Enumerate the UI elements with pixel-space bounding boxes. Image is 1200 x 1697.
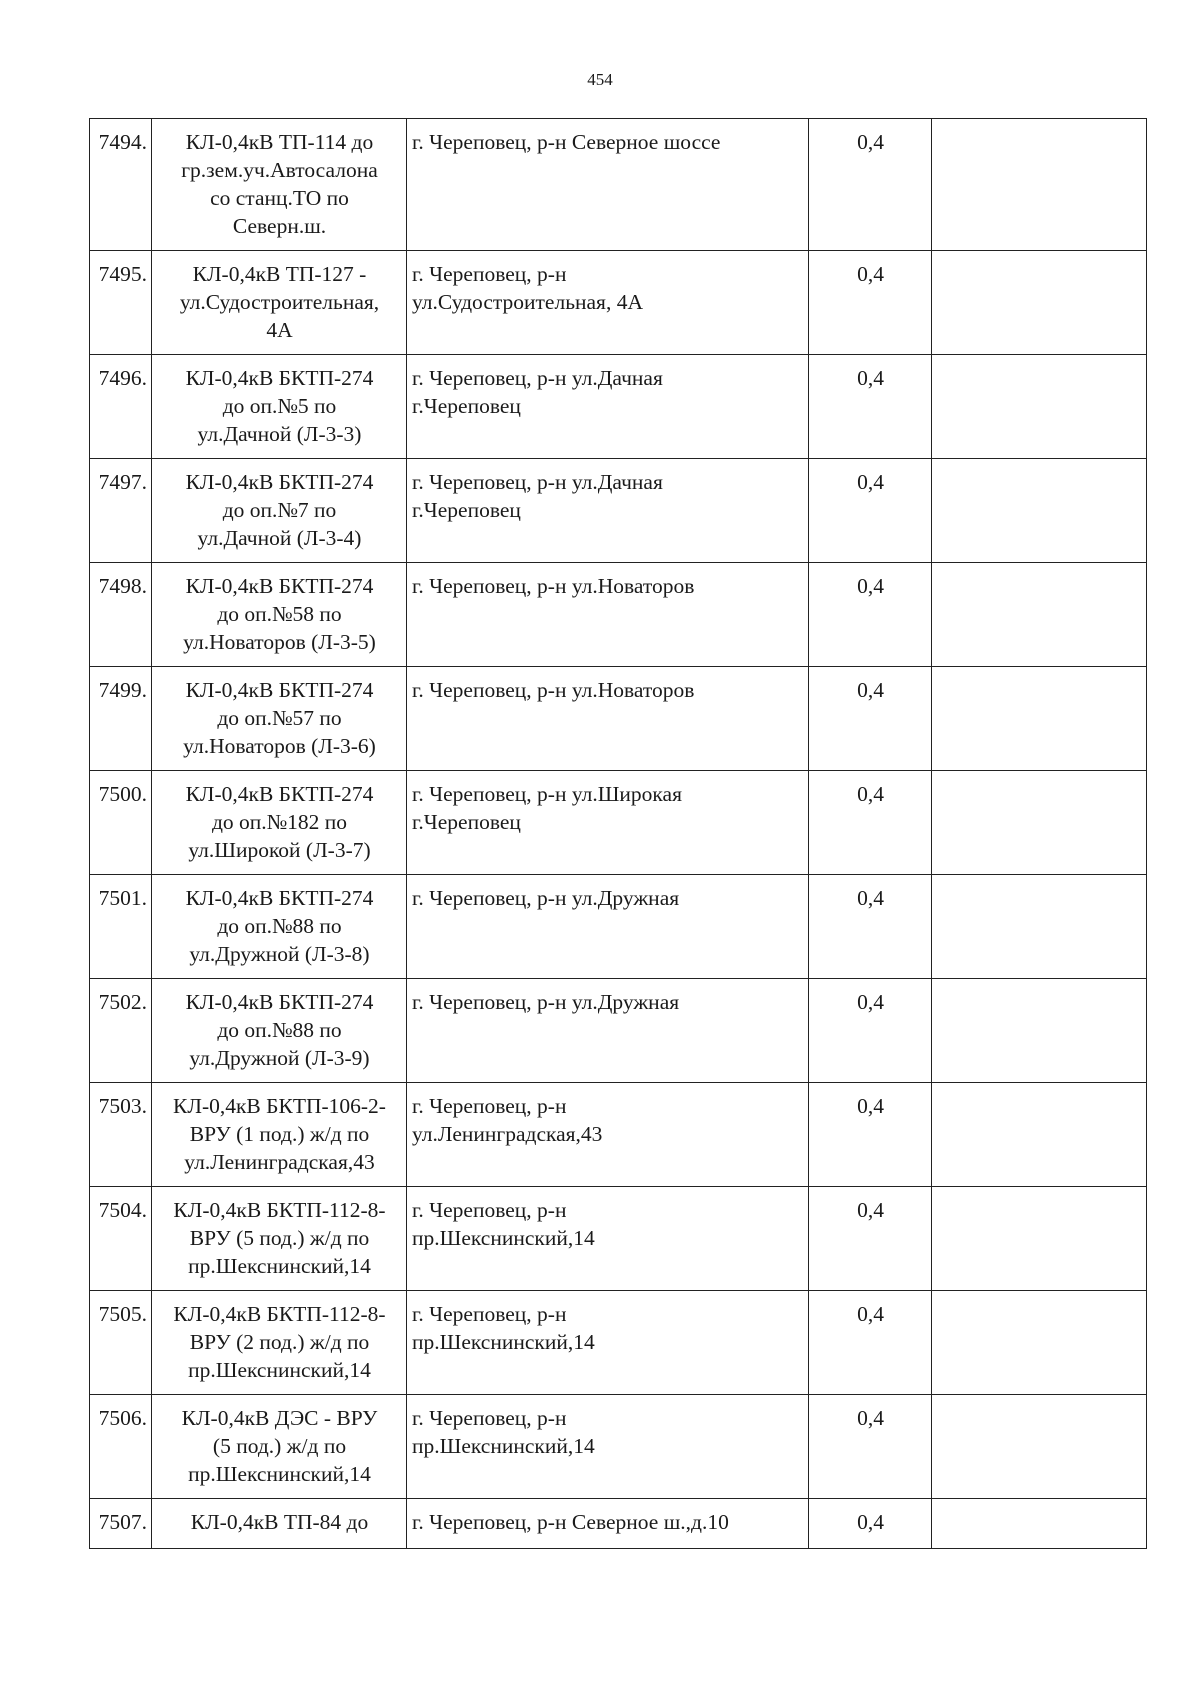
line-name: КЛ-0,4кВ БКТП-274 до оп.№7 по ул.Дачной (Л-3-4) — [152, 459, 407, 563]
table-row — [90, 1187, 1147, 1291]
line-name: КЛ-0,4кВ БКТП-274 до оп.№58 по ул.Новаторов (Л-3-5) — [152, 563, 407, 667]
line-name: КЛ-0,4кВ БКТП-112-8- ВРУ (2 под.) ж/д по пр.Шекснинский,14 — [152, 1291, 407, 1395]
location: г. Череповец, р-н ул.Новаторов — [407, 667, 809, 771]
row-number: 7504. — [90, 1187, 152, 1291]
row-number: 7506. — [90, 1395, 152, 1499]
row-number: 7495. — [90, 251, 152, 355]
voltage: 0,4 — [809, 119, 932, 251]
extra-cell — [932, 459, 1147, 563]
voltage: 0,4 — [809, 251, 932, 355]
location: г. Череповец, р-н ул.Новаторов — [407, 563, 809, 667]
location: г. Череповец, р-н ул.Дружная — [407, 979, 809, 1083]
row-number: 7503. — [90, 1083, 152, 1187]
location: г. Череповец, р-н пр.Шекснинский,14 — [407, 1187, 809, 1291]
row-number: 7496. — [90, 355, 152, 459]
line-name: КЛ-0,4кВ БКТП-274 до оп.№5 по ул.Дачной (Л-3-3) — [152, 355, 407, 459]
line-name: КЛ-0,4кВ БКТП-112-8- ВРУ (5 под.) ж/д по пр.Шекснинский,14 — [152, 1187, 407, 1291]
line-name: КЛ-0,4кВ БКТП-274 до оп.№57 по ул.Новаторов (Л-3-6) — [152, 667, 407, 771]
line-name: КЛ-0,4кВ БКТП-274 до оп.№182 по ул.Широкой (Л-3-7) — [152, 771, 407, 875]
location: г. Череповец, р-н ул.Судостроительная, 4А — [407, 251, 809, 355]
extra-cell — [932, 1291, 1147, 1395]
registry-body — [90, 119, 1147, 1549]
location: г. Череповец, р-н Северное ш.,д.10 — [407, 1499, 809, 1549]
line-name: КЛ-0,4кВ БКТП-274 до оп.№88 по ул.Дружной (Л-3-9) — [152, 979, 407, 1083]
extra-cell — [932, 979, 1147, 1083]
location: г. Череповец, р-н ул.Дачная г.Череповец — [407, 355, 809, 459]
location: г. Череповец, р-н ул.Дружная — [407, 875, 809, 979]
extra-cell — [932, 875, 1147, 979]
location: г. Череповец, р-н ул.Дачная г.Череповец — [407, 459, 809, 563]
extra-cell — [932, 771, 1147, 875]
line-name: КЛ-0,4кВ ТП-84 до — [152, 1499, 407, 1549]
table-row — [90, 1499, 1147, 1549]
table-row — [90, 771, 1147, 875]
voltage: 0,4 — [809, 1499, 932, 1549]
voltage: 0,4 — [809, 563, 932, 667]
voltage: 0,4 — [809, 979, 932, 1083]
table-row — [90, 563, 1147, 667]
location: г. Череповец, р-н ул.Ленинградская,43 — [407, 1083, 809, 1187]
extra-cell — [932, 1187, 1147, 1291]
voltage: 0,4 — [809, 875, 932, 979]
voltage: 0,4 — [809, 667, 932, 771]
row-number: 7494. — [90, 119, 152, 251]
table-row — [90, 875, 1147, 979]
row-number: 7502. — [90, 979, 152, 1083]
extra-cell — [932, 251, 1147, 355]
row-number: 7499. — [90, 667, 152, 771]
voltage: 0,4 — [809, 1291, 932, 1395]
extra-cell — [932, 1083, 1147, 1187]
row-number: 7498. — [90, 563, 152, 667]
location: г. Череповец, р-н пр.Шекснинский,14 — [407, 1395, 809, 1499]
voltage: 0,4 — [809, 355, 932, 459]
row-number: 7507. — [90, 1499, 152, 1549]
table-row — [90, 667, 1147, 771]
table-row — [90, 355, 1147, 459]
voltage: 0,4 — [809, 771, 932, 875]
voltage: 0,4 — [809, 459, 932, 563]
table-row — [90, 979, 1147, 1083]
table-row — [90, 1291, 1147, 1395]
row-number: 7497. — [90, 459, 152, 563]
table-row — [90, 119, 1147, 251]
extra-cell — [932, 563, 1147, 667]
line-name: КЛ-0,4кВ ТП-127 - ул.Судостроительная, 4А — [152, 251, 407, 355]
extra-cell — [932, 1395, 1147, 1499]
table-row — [90, 251, 1147, 355]
line-name: КЛ-0,4кВ ТП-114 до гр.зем.уч.Автосалона со станц.ТО по Северн.ш. — [152, 119, 407, 251]
extra-cell — [932, 667, 1147, 771]
voltage: 0,4 — [809, 1083, 932, 1187]
line-name: КЛ-0,4кВ БКТП-106-2- ВРУ (1 под.) ж/д по ул.Ленинградская,43 — [152, 1083, 407, 1187]
line-name: КЛ-0,4кВ БКТП-274 до оп.№88 по ул.Дружной (Л-3-8) — [152, 875, 407, 979]
row-number: 7505. — [90, 1291, 152, 1395]
location: г. Череповец, р-н пр.Шекснинский,14 — [407, 1291, 809, 1395]
table-row — [90, 1395, 1147, 1499]
line-name: КЛ-0,4кВ ДЭС - ВРУ (5 под.) ж/д по пр.Шекснинский,14 — [152, 1395, 407, 1499]
row-number: 7501. — [90, 875, 152, 979]
table-row — [90, 1083, 1147, 1187]
extra-cell — [932, 355, 1147, 459]
voltage: 0,4 — [809, 1395, 932, 1499]
page-number: 454 — [587, 70, 613, 89]
location: г. Череповец, р-н Северное шоссе — [407, 119, 809, 251]
extra-cell — [932, 119, 1147, 251]
row-number: 7500. — [90, 771, 152, 875]
registry-table — [89, 118, 1147, 1549]
table-row — [90, 459, 1147, 563]
location: г. Череповец, р-н ул.Широкая г.Череповец — [407, 771, 809, 875]
extra-cell — [932, 1499, 1147, 1549]
voltage: 0,4 — [809, 1187, 932, 1291]
